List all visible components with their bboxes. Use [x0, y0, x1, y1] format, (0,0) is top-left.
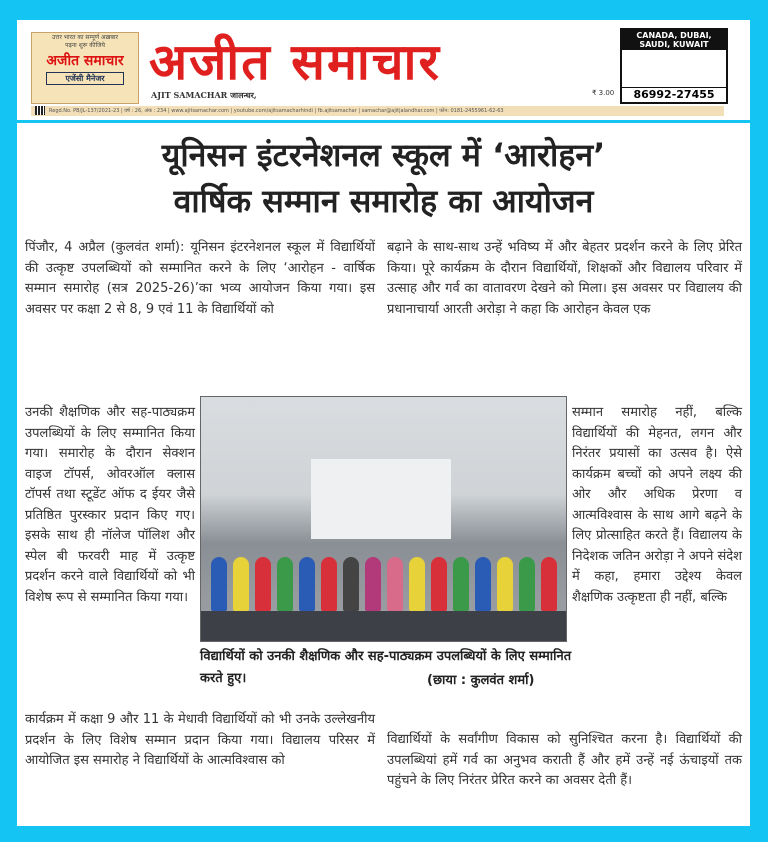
newspaper-subtitle: AJIT SAMACHAR जालन्धर, [151, 90, 257, 100]
photo-credit: (छाया : कुलवंत शर्मा) [427, 673, 535, 688]
advertisement [620, 28, 728, 104]
promo-box [31, 32, 139, 104]
body-left-top: पिंजौर, 4 अप्रैल (कुलवंत शर्मा): यूनिसन इंटरनेशनल स्कूल में विद्यार्थियों की उत्कृष्ट उपलब्धियों को सम्मानित करने के लिए ‘आरोहन - वार्षिक सम्मान समारोह (सत्र 2025-26)’का भव्य आयोजन किया गया। इस अवसर पर कक्षा 2 से 8, 9 एवं 11 के विद्यार्थियों को [25, 240, 375, 317]
promo-line: उत्तर भारत का सम्पूर्ण अख़बार [52, 34, 118, 41]
info-strip [31, 106, 724, 116]
promo-line: पढ़ना शुरू कीजिये [65, 42, 105, 49]
newspaper-logo: अजीत समाचार [149, 32, 441, 91]
newspaper-clipping [17, 20, 750, 826]
promo-title: अजीत समाचार [46, 53, 124, 69]
headline [17, 132, 750, 224]
info-strip-text: Regd.No. PB/JL-137/2021-23 | वर्ष : 26, अंक : 234 | www.ajitsamachar.com | youtube.com/ajitsamacharhindi | fb.ajitsamachar | samachar@ajitjalandhar.com | फोन: 0181-2455961-62-63 [49, 108, 504, 114]
projector-screen [311, 459, 451, 539]
headline-line-1: यूनिसन इंटरनेशनल स्कूल में ‘आरोहन’ [161, 136, 606, 174]
ad-header: CANADA, DUBAI, SAUDI, KUWAIT [622, 30, 726, 50]
masthead [17, 20, 750, 123]
promo-label: एजेंसी मैनेजर [46, 72, 124, 85]
body-left-mid: उनकी शैक्षणिक और सह-पाठ्यक्रम उपलब्धियों के लिए सम्मानित किया गया। समारोह के दौरान सेक्शन वाइज टॉपर्स, ओवरऑल क्लास टॉपर्स तथा स्टूडेंट ऑफ द ईयर जैसे प्रतिष्ठित पुरस्कार प्रदान किए गए। इसके साथ ही नॉलेज पॉलिश और स्पेल बी फरवरी माह में उत्कृष्ट प्रदर्शन करने वाले विद्यार्थियों को भी विशेष रूप से सम्मानित किया गया। [25, 405, 195, 605]
photo-caption: विद्यार्थियों को उनकी शैक्षणिक और सह-पाठ्यक्रम उपलब्धियों के लिए सम्मानित करते हुए। [200, 649, 572, 686]
event-photo [200, 396, 567, 642]
body-right-bottom: विद्यार्थियों के सर्वांगीण विकास को सुनिश्चित करना है। विद्यार्थियों की उपलब्धियां हमें गर्व का अनुभव कराती हैं और हमें उन्हें नई ऊंचाइयों तक पहुंचने के लिए निरंतर प्रेरित करने का अवसर देती हैं। [387, 732, 742, 788]
body-right-mid: सम्मान समारोह नहीं, बल्कि विद्यार्थियों की मेहनत, लगन और निरंतर प्रयासों का उत्सव है। ऐसे कार्यक्रम बच्चों को अपने लक्ष्य की ओर और अधिक प्रेरणा व आत्मविश्वास के साथ आगे बढ़ने के लिए प्रोत्साहित करते हैं। विद्यालय के निदेशक जतिन अरोड़ा ने अपने संदेश में कहा, हमारा उद्देश्य केवल शैक्षणिक उत्कृष्टता ही नहीं, बल्कि [572, 405, 742, 605]
body-left-bottom: कार्यक्रम में कक्षा 9 और 11 के मेधावी विद्यार्थियों को भी उनके उल्लेखनीय प्रदर्शन के लिए विशेष सम्मान प्रदान किया गया। विद्यालय परिसर में आयोजित इस समारोह ने विद्यार्थियों के आत्मविश्वास को [25, 712, 375, 768]
qr-code-icon [35, 106, 45, 115]
body-right-top: बढ़ाने के साथ-साथ उन्हें भविष्य में और बेहतर प्रदर्शन करने के लिए प्रेरित किया। पूरे कार्यक्रम के दौरान विद्यार्थियों, शिक्षकों और विद्यालय परिवार में उत्साह और गर्व का वातावरण देखने को मिला। इस अवसर पर विद्यालय की प्रधानाचार्या आरती अरोड़ा ने कहा कि आरोहन केवल एक [387, 240, 742, 317]
price: ₹ 3.00 [592, 89, 615, 97]
headline-line-2: वार्षिक सम्मान समारोह का आयोजन [173, 182, 594, 220]
stage [201, 611, 566, 641]
ad-phone: 86992-27455 [622, 87, 726, 102]
